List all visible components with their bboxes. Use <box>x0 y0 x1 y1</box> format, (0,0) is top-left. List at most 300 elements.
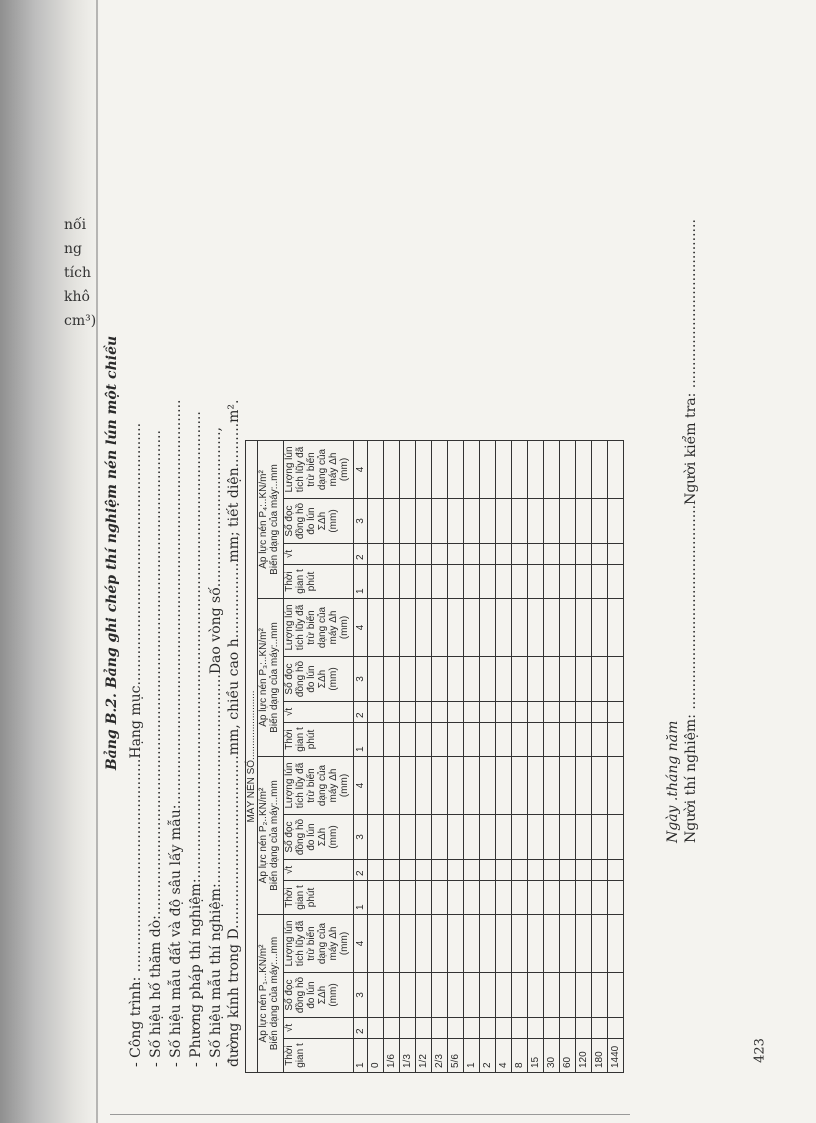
empty-cell <box>544 702 560 723</box>
empty-cell <box>368 1018 384 1039</box>
empty-cell <box>464 1018 480 1039</box>
empty-cell <box>560 441 576 499</box>
empty-cell <box>480 441 496 499</box>
empty-cell <box>592 544 608 565</box>
group-4-deform: Biến dạng của máy:..mm <box>269 464 280 575</box>
empty-cell <box>560 565 576 599</box>
empty-cell <box>496 702 512 723</box>
empty-cell <box>576 544 592 565</box>
empty-cell <box>608 657 624 702</box>
empty-cell <box>432 723 448 757</box>
empty-cell <box>528 599 544 657</box>
empty-cell <box>576 565 592 599</box>
empty-cell <box>608 599 624 657</box>
empty-cell <box>608 702 624 723</box>
empty-cell <box>480 757 496 815</box>
empty-cell <box>608 881 624 915</box>
empty-cell <box>416 544 432 565</box>
group-1-deform: Biến dạng của máy:...mm <box>269 936 280 1051</box>
col-number: 3 <box>354 973 368 1018</box>
empty-cell <box>608 441 624 499</box>
empty-cell <box>416 599 432 657</box>
empty-cell <box>592 499 608 544</box>
empty-cell <box>432 757 448 815</box>
col-settle-3: Lượng lún tích lũy đã trừ biến dạng của máy Δh (mm) <box>284 599 354 657</box>
empty-cell <box>512 815 528 860</box>
empty-cell <box>496 860 512 881</box>
group-2-deform: Biến dạng của máy:..mm <box>269 780 280 891</box>
col-time-4: Thời gian t phút <box>284 565 354 599</box>
empty-cell <box>528 973 544 1018</box>
empty-cell <box>432 973 448 1018</box>
col-number: 4 <box>354 915 368 973</box>
prev-page-fragment: cm³) <box>64 313 97 329</box>
empty-cell <box>432 815 448 860</box>
time-cell: 15 <box>528 1039 544 1073</box>
empty-cell <box>416 973 432 1018</box>
empty-cell <box>368 815 384 860</box>
empty-cell <box>592 657 608 702</box>
group-2-header <box>258 757 284 915</box>
group-4-header <box>258 441 284 599</box>
empty-cell <box>448 499 464 544</box>
empty-cell <box>512 1018 528 1039</box>
empty-cell <box>480 881 496 915</box>
time-cell: 2/3 <box>432 1039 448 1073</box>
empty-cell <box>544 973 560 1018</box>
col-sqrt-2: √t <box>284 860 354 881</box>
time-cell: 30 <box>544 1039 560 1073</box>
col-time-3: Thời gian t phút <box>284 723 354 757</box>
time-cell: 1/6 <box>384 1039 400 1073</box>
group-4-pressure: Áp lực nén P₄:..KN/m² <box>258 470 269 569</box>
col-number: 2 <box>354 544 368 565</box>
empty-cell <box>448 599 464 657</box>
table-row <box>416 441 432 1073</box>
empty-cell <box>464 973 480 1018</box>
col-number: 1 <box>354 1039 368 1073</box>
col-number: 2 <box>354 1018 368 1039</box>
empty-cell <box>480 915 496 973</box>
empty-cell <box>400 702 416 723</box>
empty-cell <box>448 860 464 881</box>
empty-cell <box>496 544 512 565</box>
empty-cell <box>592 757 608 815</box>
empty-cell <box>592 860 608 881</box>
group-3-deform: Biến dạng của máy:..mm <box>269 622 280 733</box>
empty-cell <box>416 499 432 544</box>
empty-cell <box>560 599 576 657</box>
meta-cong-trinh: - Công trình: ................................................Hạng mục........................................................... <box>128 422 144 1067</box>
group-3-header <box>258 599 284 757</box>
empty-cell <box>448 565 464 599</box>
empty-cell <box>432 860 448 881</box>
empty-cell <box>400 1018 416 1039</box>
empty-cell <box>608 815 624 860</box>
col-sqrt-1: √t <box>284 1018 354 1039</box>
empty-cell <box>368 599 384 657</box>
empty-cell <box>368 915 384 973</box>
compression-test-table <box>245 440 624 1073</box>
empty-cell <box>608 757 624 815</box>
empty-cell <box>416 702 432 723</box>
empty-cell <box>544 544 560 565</box>
empty-cell <box>576 757 592 815</box>
empty-cell <box>448 973 464 1018</box>
empty-cell <box>368 757 384 815</box>
empty-cell <box>592 973 608 1018</box>
empty-cell <box>432 441 448 499</box>
empty-cell <box>464 544 480 565</box>
empty-cell <box>592 565 608 599</box>
table-row <box>560 441 576 1073</box>
table-title: Bảng B.2. Bảng ghi chép thí nghiệm nén lún một chiều <box>104 335 120 771</box>
empty-cell <box>368 544 384 565</box>
empty-cell <box>432 915 448 973</box>
meta-phuong-phap: - Phương pháp thí nghiệm:......................................................................................................... <box>188 411 204 1067</box>
empty-cell <box>416 757 432 815</box>
empty-cell <box>368 441 384 499</box>
empty-cell <box>384 860 400 881</box>
time-cell: 8 <box>512 1039 528 1073</box>
empty-cell <box>560 815 576 860</box>
prev-page-fragment: khô <box>64 289 90 305</box>
empty-cell <box>560 657 576 702</box>
empty-cell <box>544 599 560 657</box>
empty-cell <box>576 723 592 757</box>
table-row <box>592 441 608 1073</box>
empty-cell <box>560 860 576 881</box>
empty-cell <box>432 599 448 657</box>
empty-cell <box>560 881 576 915</box>
empty-cell <box>496 973 512 1018</box>
empty-cell <box>448 441 464 499</box>
prev-page-fragment: tích <box>64 265 91 281</box>
time-cell: 2 <box>480 1039 496 1073</box>
empty-cell <box>464 565 480 599</box>
col-number: 4 <box>354 757 368 815</box>
group-1-pressure: Áp lực nén P₁...KN/m² <box>258 944 269 1043</box>
empty-cell <box>368 881 384 915</box>
empty-cell <box>400 815 416 860</box>
empty-cell <box>528 1018 544 1039</box>
empty-cell <box>432 702 448 723</box>
empty-cell <box>576 441 592 499</box>
empty-cell <box>448 723 464 757</box>
previous-page-edge <box>0 0 100 1123</box>
empty-cell <box>384 881 400 915</box>
empty-cell <box>480 973 496 1018</box>
empty-cell <box>464 881 480 915</box>
empty-cell <box>384 544 400 565</box>
time-cell: 180 <box>592 1039 608 1073</box>
col-number: 4 <box>354 441 368 499</box>
empty-cell <box>368 499 384 544</box>
empty-cell <box>592 723 608 757</box>
empty-cell <box>416 441 432 499</box>
col-number: 3 <box>354 815 368 860</box>
empty-cell <box>464 860 480 881</box>
table-row <box>400 441 416 1073</box>
empty-cell <box>528 915 544 973</box>
empty-cell <box>480 860 496 881</box>
empty-cell <box>400 973 416 1018</box>
empty-cell <box>400 599 416 657</box>
time-cell: 1/2 <box>416 1039 432 1073</box>
empty-cell <box>496 441 512 499</box>
empty-cell <box>432 881 448 915</box>
bottom-rule <box>110 1114 630 1115</box>
empty-cell <box>528 702 544 723</box>
table-row <box>432 441 448 1073</box>
empty-cell <box>368 702 384 723</box>
empty-cell <box>368 657 384 702</box>
empty-cell <box>544 723 560 757</box>
empty-cell <box>448 915 464 973</box>
empty-cell <box>448 881 464 915</box>
empty-cell <box>608 915 624 973</box>
empty-cell <box>480 657 496 702</box>
empty-cell <box>592 881 608 915</box>
empty-cell <box>512 973 528 1018</box>
empty-cell <box>544 1018 560 1039</box>
empty-cell <box>512 657 528 702</box>
group-1-header <box>258 915 284 1073</box>
footer-date: Ngày .tháng năm <box>665 720 681 843</box>
empty-cell <box>608 544 624 565</box>
table-row <box>544 441 560 1073</box>
col-reading-1: Số đọc đồng hồ đo lún ΣΔh (mm) <box>284 973 354 1018</box>
empty-cell <box>608 565 624 599</box>
empty-cell <box>576 499 592 544</box>
empty-cell <box>544 499 560 544</box>
empty-cell <box>400 544 416 565</box>
empty-cell <box>576 860 592 881</box>
empty-cell <box>544 441 560 499</box>
rotated-page-content <box>102 33 702 1073</box>
empty-cell <box>416 1018 432 1039</box>
empty-cell <box>528 757 544 815</box>
empty-cell <box>464 757 480 815</box>
empty-cell <box>576 881 592 915</box>
col-number: 3 <box>354 499 368 544</box>
empty-cell <box>400 499 416 544</box>
empty-cell <box>496 881 512 915</box>
time-cell: 120 <box>576 1039 592 1073</box>
empty-cell <box>512 544 528 565</box>
empty-cell <box>544 915 560 973</box>
table-row <box>496 441 512 1073</box>
prev-page-fragment: ng <box>64 241 82 257</box>
table-row <box>448 441 464 1073</box>
empty-cell <box>592 441 608 499</box>
col-number: 2 <box>354 702 368 723</box>
time-cell: 1440 <box>608 1039 624 1073</box>
empty-cell <box>576 657 592 702</box>
empty-cell <box>480 1018 496 1039</box>
empty-cell <box>576 702 592 723</box>
col-number: 2 <box>354 860 368 881</box>
empty-cell <box>464 723 480 757</box>
empty-cell <box>448 544 464 565</box>
empty-cell <box>416 657 432 702</box>
empty-cell <box>448 657 464 702</box>
empty-cell <box>496 599 512 657</box>
empty-cell <box>528 657 544 702</box>
empty-cell <box>576 1018 592 1039</box>
empty-cell <box>384 915 400 973</box>
col-number: 1 <box>354 881 368 915</box>
empty-cell <box>464 915 480 973</box>
empty-cell <box>496 915 512 973</box>
col-number: 3 <box>354 657 368 702</box>
empty-cell <box>400 757 416 815</box>
empty-cell <box>496 565 512 599</box>
empty-cell <box>448 1018 464 1039</box>
empty-cell <box>544 860 560 881</box>
empty-cell <box>416 723 432 757</box>
col-number: 4 <box>354 599 368 657</box>
empty-cell <box>560 499 576 544</box>
col-time-2: Thời gian t phút <box>284 881 354 915</box>
empty-cell <box>368 565 384 599</box>
table-row <box>464 441 480 1073</box>
empty-cell <box>368 723 384 757</box>
col-number: 1 <box>354 723 368 757</box>
empty-cell <box>608 860 624 881</box>
empty-cell <box>480 723 496 757</box>
empty-cell <box>512 702 528 723</box>
empty-cell <box>480 702 496 723</box>
empty-cell <box>528 565 544 599</box>
empty-cell <box>368 973 384 1018</box>
table-row <box>384 441 400 1073</box>
empty-cell <box>400 860 416 881</box>
empty-cell <box>576 915 592 973</box>
empty-cell <box>480 599 496 657</box>
empty-cell <box>384 973 400 1018</box>
col-time-1: Thời gian t <box>284 1039 354 1073</box>
empty-cell <box>432 565 448 599</box>
empty-cell <box>496 815 512 860</box>
empty-cell <box>400 565 416 599</box>
prev-page-fragment: nối <box>64 217 87 233</box>
empty-cell <box>560 702 576 723</box>
empty-cell <box>528 499 544 544</box>
empty-cell <box>384 815 400 860</box>
footer-signatures: Người thí nghiệm: ..............................................Người kiểm tra: ...................................... <box>683 219 699 843</box>
empty-cell <box>512 860 528 881</box>
empty-cell <box>432 544 448 565</box>
table-row <box>528 441 544 1073</box>
meta-duong-kinh: đường kính trong D.......................................mm, chiều cao h.................mm; tiết diện..........m². <box>226 399 242 1067</box>
empty-cell <box>384 1018 400 1039</box>
empty-cell <box>496 499 512 544</box>
empty-cell <box>384 657 400 702</box>
group-2-pressure: Áp lực nén P₂..KN/m² <box>258 787 269 884</box>
table-row <box>480 441 496 1073</box>
empty-cell <box>560 915 576 973</box>
page-number-text: 423 <box>752 1038 768 1063</box>
empty-cell <box>464 441 480 499</box>
empty-cell <box>448 702 464 723</box>
table-row <box>608 441 624 1073</box>
time-cell: 0 <box>368 1039 384 1073</box>
empty-cell <box>576 973 592 1018</box>
empty-cell <box>400 915 416 973</box>
empty-cell <box>544 565 560 599</box>
empty-cell <box>608 973 624 1018</box>
col-number: 1 <box>354 565 368 599</box>
empty-cell <box>432 1018 448 1039</box>
col-settle-1: Lượng lún tích lũy đã trừ biến dạng của máy Δh (mm) <box>284 915 354 973</box>
empty-cell <box>416 915 432 973</box>
empty-cell <box>464 599 480 657</box>
empty-cell <box>528 860 544 881</box>
empty-cell <box>592 915 608 973</box>
empty-cell <box>480 499 496 544</box>
empty-cell <box>512 757 528 815</box>
empty-cell <box>576 815 592 860</box>
empty-cell <box>384 441 400 499</box>
empty-cell <box>528 815 544 860</box>
empty-cell <box>512 565 528 599</box>
empty-cell <box>528 723 544 757</box>
empty-cell <box>416 565 432 599</box>
empty-cell <box>464 657 480 702</box>
empty-cell <box>432 657 448 702</box>
empty-cell <box>496 1018 512 1039</box>
empty-cell <box>448 815 464 860</box>
col-sqrt-3: √t <box>284 702 354 723</box>
time-cell: 5/6 <box>448 1039 464 1073</box>
empty-cell <box>384 599 400 657</box>
empty-cell <box>576 599 592 657</box>
empty-cell <box>400 441 416 499</box>
empty-cell <box>560 723 576 757</box>
empty-cell <box>512 723 528 757</box>
empty-cell <box>384 499 400 544</box>
empty-cell <box>416 881 432 915</box>
empty-cell <box>560 973 576 1018</box>
machine-number-header: MÁY NÉN SỐ......................... <box>246 441 258 1073</box>
meta-so-hieu-mau: - Số hiệu mẫu đất và độ sâu lấy mẫu:........................................................................................... <box>168 399 184 1067</box>
empty-cell <box>528 441 544 499</box>
col-settle-2: Lượng lún tích lũy đã trừ biến dạng của máy Δh (mm) <box>284 757 354 815</box>
time-cell: 60 <box>560 1039 576 1073</box>
col-reading-2: Số đọc đồng hồ đo lún ΣΔh (mm) <box>284 815 354 860</box>
empty-cell <box>512 881 528 915</box>
empty-cell <box>416 860 432 881</box>
empty-cell <box>592 599 608 657</box>
table-row <box>368 441 384 1073</box>
empty-cell <box>560 757 576 815</box>
empty-cell <box>480 815 496 860</box>
empty-cell <box>464 702 480 723</box>
empty-cell <box>416 815 432 860</box>
time-cell: 4 <box>496 1039 512 1073</box>
empty-cell <box>592 702 608 723</box>
empty-cell <box>496 757 512 815</box>
empty-cell <box>544 757 560 815</box>
empty-cell <box>448 757 464 815</box>
empty-cell <box>528 881 544 915</box>
empty-cell <box>512 599 528 657</box>
col-sqrt-4: √t <box>284 544 354 565</box>
empty-cell <box>384 702 400 723</box>
empty-cell <box>528 544 544 565</box>
time-cell: 1 <box>464 1039 480 1073</box>
